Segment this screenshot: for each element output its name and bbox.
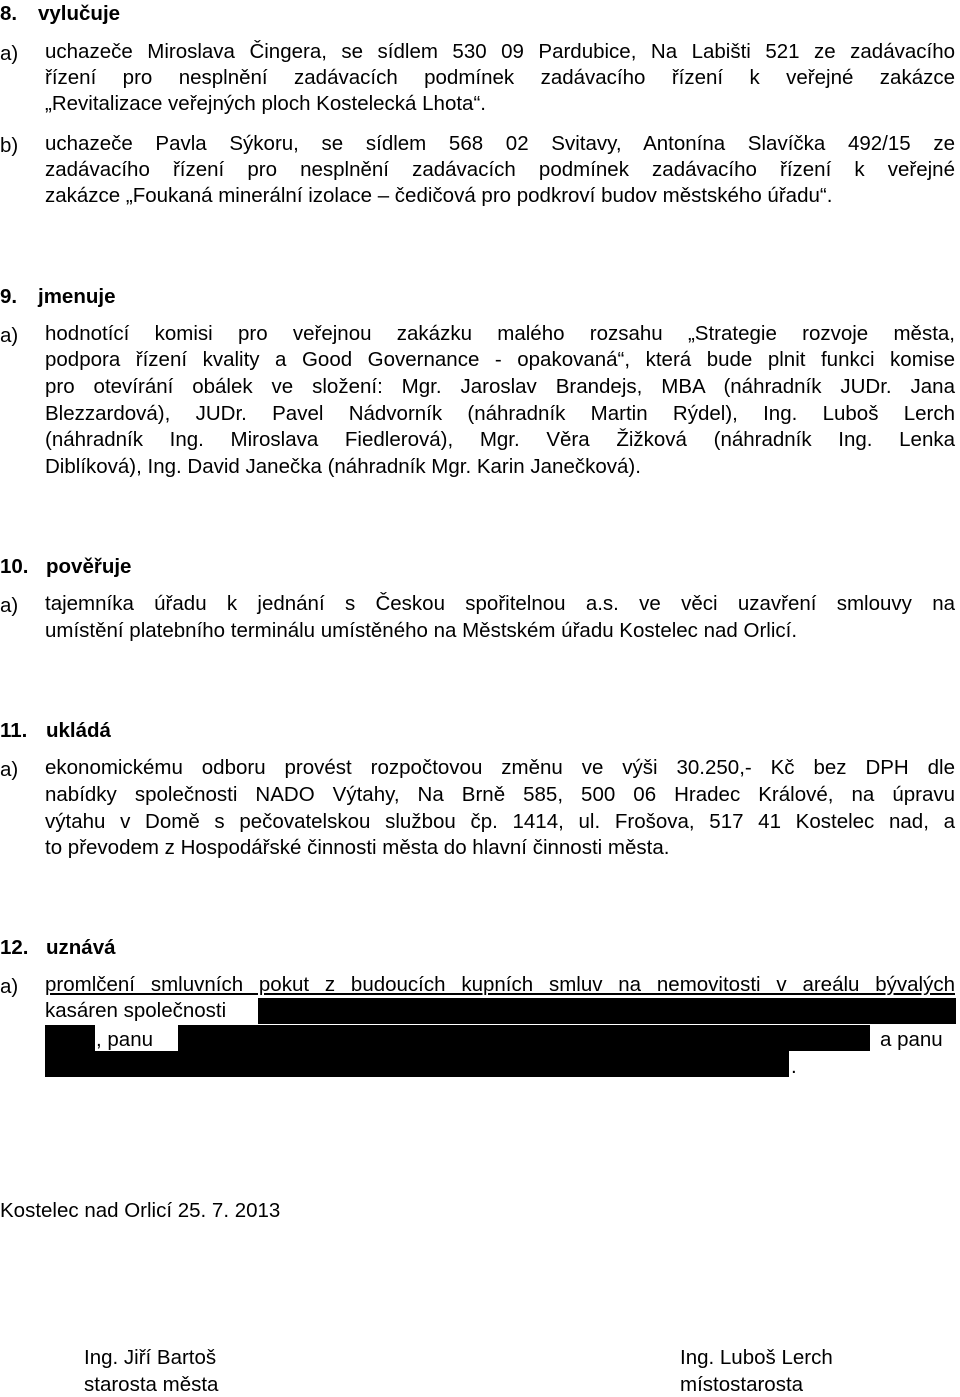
text-line: to převodem z Hospodářské činnosti města do hlavní činnosti města. <box>45 836 670 859</box>
text-line: tajemníka úřadu k jednání s Českou spořitelnou a.s. ve věci uzavření smlouvy na <box>45 592 955 615</box>
text-line: zadávacího řízení pro nesplnění zadávacích podmínek zadávacího řízení k veřejné <box>45 158 955 181</box>
section-title: ukládá <box>46 719 111 742</box>
text-line: promlčení smluvních pokut z budoucích kupních smluv na nemovitosti v areálu bývalých <box>45 973 955 996</box>
text-line: ekonomickému odboru provést rozpočtovou změnu ve výši 30.250,- Kč bez DPH dle <box>45 756 955 779</box>
section-number: 9. <box>0 285 18 308</box>
section-title: jmenuje <box>38 285 116 308</box>
text-line: hodnotící komisi pro veřejnou zakázku malého rozsahu „Strategie rozvoje města, <box>45 322 955 345</box>
item-label: a) <box>0 42 19 65</box>
text-line: umístění platebního terminálu umístěného na Městském úřadu Kostelec nad Orlicí. <box>45 619 798 642</box>
text-line: podpora řízení kvality a Good Governance - opakovaná“, která bude plnit funkci komise <box>45 348 955 371</box>
section-number: 10. <box>0 555 29 578</box>
signature-role: starosta města <box>84 1373 219 1396</box>
item-label: a) <box>0 975 19 998</box>
text-line: pro otevírání obálek ve složení: Mgr. Jaroslav Brandejs, MBA (náhradník JUDr. Jana <box>45 375 955 398</box>
section-number: 12. <box>0 936 29 959</box>
text-line: zakázce „Foukaná minerální izolace – čedičová pro podkroví budov městského úřadu“. <box>45 184 833 207</box>
item-label: b) <box>0 134 19 157</box>
place-date: Kostelec nad Orlicí 25. 7. 2013 <box>0 1199 281 1222</box>
text-line: řízení pro nesplnění zadávacích podmínek zadávacího řízení k veřejné zakázce <box>45 66 955 89</box>
text-fragment: a panu <box>880 1028 943 1051</box>
section-number: 8. <box>0 2 18 25</box>
section-title: uznává <box>46 936 116 959</box>
text-line: Blezzardová), JUDr. Pavel Nádvorník (náhradník Martin Rýdel), Ing. Luboš Lerch <box>45 402 955 425</box>
text-line: (náhradník Ing. Miroslava Fiedlerová), Mgr. Věra Žižková (náhradník Ing. Lenka <box>45 428 955 451</box>
signature-name: Ing. Jiří Bartoš <box>84 1346 217 1369</box>
text-line: výtahu v Domě s pečovatelskou službou čp. 1414, ul. Frošova, 517 41 Kostelec nad, a <box>45 810 955 833</box>
text-line: kasáren společnosti <box>45 999 227 1022</box>
signature-block-mayor <box>84 1346 218 1397</box>
item-label: a) <box>0 594 19 617</box>
text-line: nabídky společnosti NADO Výtahy, Na Brně 585, 500 06 Hradec Králové, na úpravu <box>45 783 955 806</box>
text-line: uchazeče Miroslava Čingera, se sídlem 530 09 Pardubice, Na Labišti 521 ze zadávacího <box>45 40 955 63</box>
redaction-bar <box>45 1051 789 1077</box>
text-line: uchazeče Pavla Sýkoru, se sídlem 568 02 Svitavy, Antonína Slavíčka 492/15 ze <box>45 132 955 155</box>
section-title: pověřuje <box>46 555 132 578</box>
item-label: a) <box>0 758 19 781</box>
redaction-bar <box>178 1025 870 1051</box>
redaction-bar <box>45 1025 95 1051</box>
redaction-bar <box>258 998 956 1024</box>
section-number: 11. <box>0 719 28 742</box>
text-fragment: . <box>791 1055 797 1078</box>
text-line: „Revitalizace veřejných ploch Kostelecká Lhota“. <box>45 92 486 115</box>
text-fragment: , panu <box>96 1028 153 1051</box>
section-title: vylučuje <box>38 2 121 25</box>
signature-role: místostarosta <box>680 1373 804 1396</box>
item-label: a) <box>0 324 19 347</box>
signature-block-deputy <box>680 1346 833 1397</box>
text-line: Diblíková), Ing. David Janečka (náhradník Mgr. Karin Janečková). <box>45 455 641 478</box>
signature-name: Ing. Luboš Lerch <box>680 1346 833 1369</box>
